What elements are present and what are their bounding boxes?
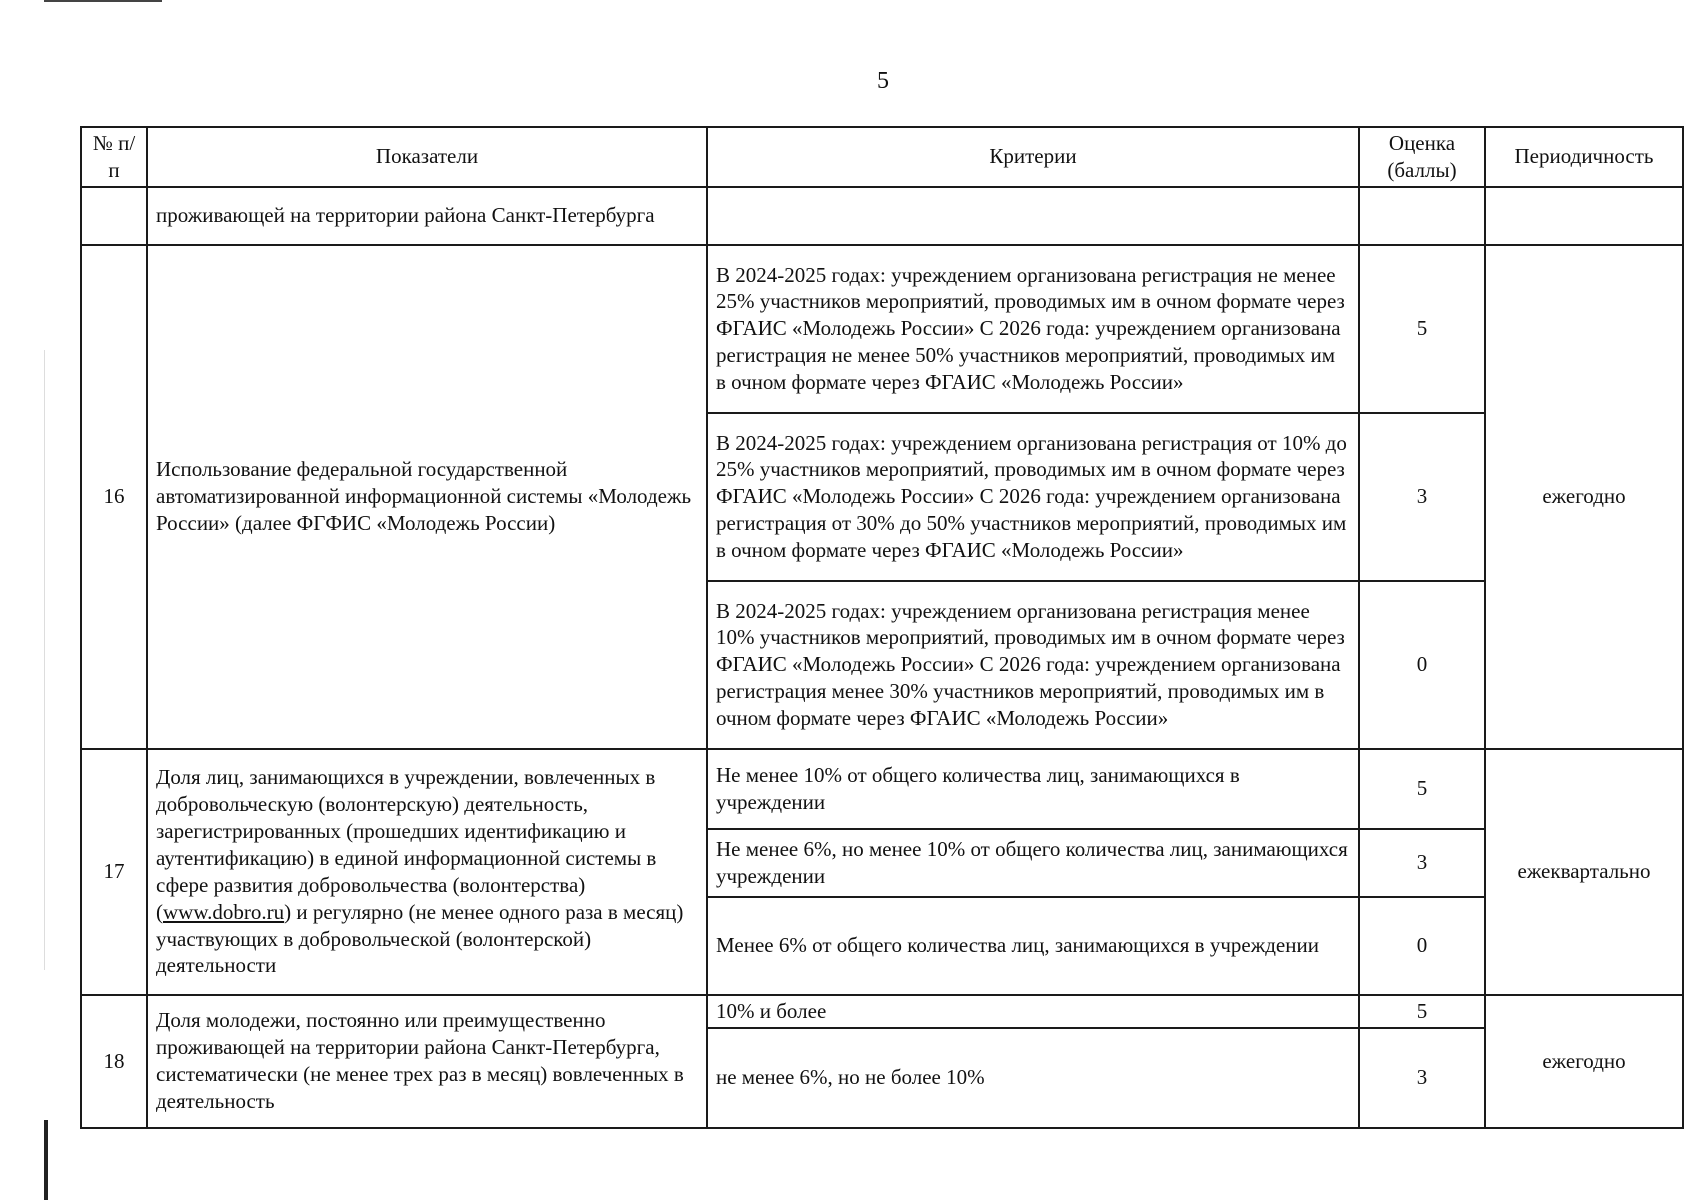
criterion-text: не менее 6%, но не более 10% <box>707 1028 1359 1128</box>
row-indicator: Доля молодежи, постоянно или преимущественно проживающей на территории района Санкт-Петербурга, систематически (не менее трех раз в месяц) вовлеченных в деятельность <box>147 995 707 1128</box>
criterion-score: 5 <box>1359 245 1485 413</box>
header-num: № п/п <box>81 127 147 187</box>
row-num: 18 <box>81 995 147 1128</box>
criterion-text: В 2024-2025 годах: учреждением организована регистрация от 10% до 25% участников мероприятий, проводимых им в очном формате через ФГАИС «Молодежь России» С 2026 года: учреждением организована регистрация от 30% до 50% участников мероприятий, проводимых им в очном формате через ФГАИС «Молодежь России» <box>707 413 1359 581</box>
table-row-16 <box>81 245 1683 413</box>
row-indicator <box>147 749 707 995</box>
table-row-17 <box>81 749 1683 829</box>
criterion-text: Менее 6% от общего количества лиц, занимающихся в учреждении <box>707 897 1359 995</box>
row-num <box>81 187 147 245</box>
scan-margin-bar <box>44 1120 48 1200</box>
row-score <box>1359 187 1485 245</box>
table-row-continuation <box>81 187 1683 245</box>
indicator-text-start: Доля лиц, занимающихся в учреждении, вовлеченных в добровольческую (волонтерскую) деятельность, зарегистрированных (прошедших идентификацию и аутентификацию) в единой информационной системы в сфере развития добровольчества (волонтерства) ( <box>156 765 657 924</box>
criterion-score: 3 <box>1359 413 1485 581</box>
row-periodicity: ежеквартально <box>1485 749 1683 995</box>
criterion-text: В 2024-2025 годах: учреждением организована регистрация менее 10% участников мероприятий, проводимых им в очном формате через ФГАИС «Молодежь России» С 2026 года: учреждением организована регистрация менее 30% участников мероприятий, проводимых им в очном формате через ФГАИС «Молодежь России» <box>707 581 1359 749</box>
row-criterion <box>707 187 1359 245</box>
criterion-score: 3 <box>1359 829 1485 897</box>
dobro-link[interactable]: www.dobro.ru <box>163 899 285 924</box>
criterion-score: 0 <box>1359 581 1485 749</box>
criteria-table <box>80 126 1684 1129</box>
criterion-score: 0 <box>1359 897 1485 995</box>
criterion-text: Не менее 10% от общего количества лиц, занимающихся в учреждении <box>707 749 1359 829</box>
header-periodicity: Периодичность <box>1485 127 1683 187</box>
row-num: 17 <box>81 749 147 995</box>
header-score: Оценка (баллы) <box>1359 127 1485 187</box>
page-number: 5 <box>877 68 889 94</box>
row-periodicity: ежегодно <box>1485 245 1683 749</box>
header-row <box>81 127 1683 187</box>
criterion-text: В 2024-2025 годах: учреждением организована регистрация не менее 25% участников мероприятий, проводимых им в очном формате через ФГАИС «Молодежь России» С 2026 года: учреждением организована регистрация не менее 50% участников мероприятий, проводимых им в очном формате через ФГАИС «Молодежь России» <box>707 245 1359 413</box>
row-periodicity <box>1485 187 1683 245</box>
top-rule <box>44 0 162 2</box>
criterion-text: 10% и более <box>707 995 1359 1028</box>
row-indicator: Использование федеральной государственной автоматизированной информационной системы «Молодежь России» (далее ФГФИС «Молодежь России) <box>147 245 707 749</box>
indicator-text-end: ) и регулярно (не менее одного раза в месяц) участвующих в добровольческой (волонтерской) деятельности <box>156 899 684 978</box>
row-num: 16 <box>81 245 147 749</box>
header-criteria: Критерии <box>707 127 1359 187</box>
table-row-18 <box>81 995 1683 1028</box>
row-periodicity: ежегодно <box>1485 995 1683 1128</box>
criterion-score: 5 <box>1359 749 1485 829</box>
criterion-score: 5 <box>1359 995 1485 1028</box>
criterion-text: Не менее 6%, но менее 10% от общего количества лиц, занимающихся учреждении <box>707 829 1359 897</box>
row-indicator: проживающей на территории района Санкт-Петербурга <box>147 187 707 245</box>
criterion-score: 3 <box>1359 1028 1485 1128</box>
scan-margin-line <box>44 350 45 970</box>
header-indicators: Показатели <box>147 127 707 187</box>
